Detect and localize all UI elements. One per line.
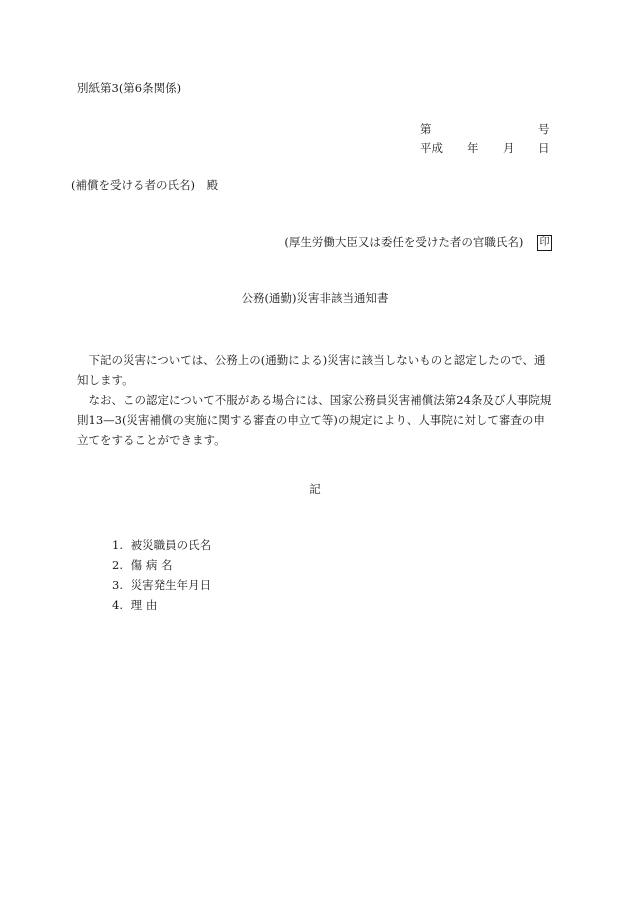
body-text: [77, 350, 553, 450]
list-item: [112, 580, 211, 592]
list-item: [112, 540, 211, 552]
document-number-prefix: 第: [420, 122, 432, 136]
body-paragraph-2: なお、この認定について不服がある場合には、国家公務員災害補償法第24条及び人事院規則13—3(災害補償の実施に関する審査の申立て等)の規定により、人事院に対して審査の申立てをすることができます。: [77, 393, 552, 447]
label-char: 理: [130, 598, 143, 612]
body-paragraph-1: 下記の災害については、公務上の(通勤による)災害に該当しないものと認定したので、通知します。: [77, 353, 546, 387]
recipient-name-placeholder: (補償を受ける者の氏名): [71, 178, 195, 192]
label-char: 病: [145, 558, 158, 572]
seal-stamp-box: 印: [537, 235, 552, 251]
label-char: 由: [145, 598, 158, 612]
date-era: 平成: [420, 141, 443, 155]
recipient-honorific: 殿: [206, 178, 219, 192]
label-char: 傷: [130, 558, 143, 572]
date-month-unit: 月: [503, 141, 515, 155]
item-number: 4.: [112, 598, 123, 612]
item-number: 1.: [112, 538, 123, 552]
item-label-incident-date: 災害発生年月日: [130, 578, 212, 592]
issuer-line: [284, 235, 552, 251]
issuer-title-placeholder: (厚生労働大臣又は委任を受けた者の官職氏名): [284, 235, 524, 249]
list-item: [112, 600, 229, 612]
document-number-suffix: 号: [538, 122, 550, 136]
item-label-victim-name: 被災職員の氏名: [130, 538, 212, 552]
item-label-reason: [131, 600, 229, 612]
date-year-unit: 年: [467, 141, 479, 155]
document-title: 公務(通勤)災害非該当通知書: [241, 291, 389, 305]
item-number: 3.: [112, 578, 123, 592]
date-day-unit: 日: [538, 141, 550, 155]
recipient-line: [71, 180, 218, 192]
list-item: [112, 560, 229, 572]
item-number: 2.: [112, 558, 123, 572]
ki-heading: 記: [309, 482, 321, 496]
label-char: 名: [160, 558, 173, 572]
item-label-injury-disease-name: [131, 560, 229, 572]
attachment-reference: 別紙第3(第6条関係): [77, 81, 182, 95]
